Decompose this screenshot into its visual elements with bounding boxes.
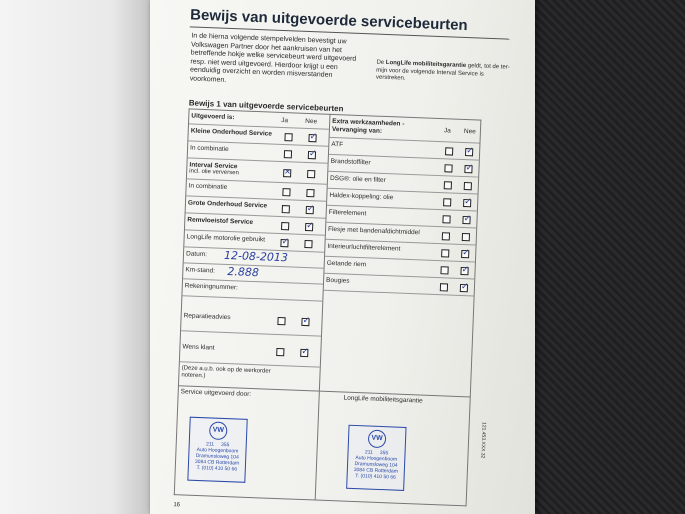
page-title: Bewijs van uitgevoerde servicebeurten bbox=[189, 6, 468, 35]
checkbox-nee[interactable] bbox=[306, 206, 314, 214]
extra-work-row: DSG®: olie en filter bbox=[328, 172, 479, 195]
checkbox-ja[interactable] bbox=[442, 215, 450, 223]
longlife-stamp-cell: LongLife mobiliteitsgarantie VW 211 355 Auto Hoogenboom Dramunsloweg 104 3084 CB Rotterdam T. (010) 410 50 66 bbox=[315, 391, 470, 506]
checkbox-nee[interactable] bbox=[463, 199, 471, 207]
checkbox-nee[interactable] bbox=[462, 216, 470, 224]
checkbox-ja[interactable] bbox=[283, 169, 291, 177]
row-longlife-olie: LongLife motorolie gebruikt ✓ bbox=[184, 230, 325, 252]
row-kleine-onderhoud: Kleine Onderhoud Service ✓ bbox=[188, 124, 329, 146]
checkbox-ja[interactable] bbox=[284, 133, 292, 141]
extra-work-row: ATF ✓ bbox=[329, 138, 480, 161]
extra-work-row: Brandstoffilter ✓ bbox=[328, 155, 479, 178]
checkbox-nee[interactable] bbox=[304, 240, 312, 248]
side-code: 121.453.XXX.32 bbox=[479, 421, 487, 459]
row-in-combinatie-1: In combinatie ✓ bbox=[188, 141, 329, 163]
checkbox-nee[interactable] bbox=[307, 170, 315, 178]
left-column bbox=[178, 109, 330, 391]
checkbox-nee[interactable] bbox=[462, 233, 470, 241]
handwritten-date[interactable]: 12-08-2013 bbox=[223, 248, 289, 265]
page-number: 16 bbox=[173, 502, 181, 509]
row-rekeningnummer: Rekeningnummer: bbox=[182, 279, 323, 301]
checkbox-ja[interactable] bbox=[442, 232, 450, 240]
background-right-fabric bbox=[535, 0, 685, 514]
checkbox-nee[interactable] bbox=[308, 151, 316, 159]
extra-work-row: Haldex-koppeling: olie ✓ bbox=[327, 189, 478, 212]
checkbox-ja[interactable] bbox=[277, 317, 285, 325]
extra-work-row: Bougies ✓ bbox=[324, 274, 475, 297]
dealer-stamp: VW 211 355 Auto Hoogenboom Dramunsloweg 104 3084 CB Rotterdam T. (010) 410 50 66 bbox=[346, 425, 406, 491]
vw-logo-icon: VW bbox=[368, 430, 387, 449]
row-reparatieadvies: Reparatieadvies ✓ bbox=[181, 296, 322, 336]
handwritten-km[interactable]: 2.888 bbox=[227, 265, 260, 280]
checkbox-nee[interactable] bbox=[301, 318, 309, 326]
service-stamp-cell: Service uitgevoerd door: VW 211 355 Auto Hoogenboom Dramunsloweg 104 3084 CB Rotterdam T. (010) 410 50 66 bbox=[174, 386, 319, 500]
checkbox-ja[interactable] bbox=[440, 266, 448, 274]
row-in-combinatie-2: In combinatie bbox=[186, 179, 327, 201]
checkbox-nee[interactable] bbox=[306, 189, 314, 197]
left-header-row: Uitgevoerd is: Ja Nee bbox=[189, 109, 329, 129]
checkbox-ja[interactable] bbox=[280, 239, 288, 247]
checkbox-ja[interactable] bbox=[276, 348, 284, 356]
checkbox-ja[interactable] bbox=[281, 222, 289, 230]
checkbox-ja[interactable] bbox=[282, 188, 290, 196]
vw-logo-icon: VW bbox=[209, 421, 228, 440]
extra-work-list bbox=[324, 138, 480, 297]
checkbox-nee[interactable] bbox=[461, 250, 469, 258]
row-interval-service: Interval Service incl. olie verversen ✕ bbox=[187, 158, 328, 184]
extra-work-row: Filterelement ✓ bbox=[326, 206, 477, 229]
extra-work-row: Getande riem ✓ bbox=[324, 257, 475, 280]
row-note: (Deze a.u.b. ook op de werkorder noteren.) bbox=[181, 365, 271, 380]
extra-work-row: Flesje met bandenafdichtmiddel bbox=[326, 223, 477, 246]
extra-work-row: Interieurluchtfilterelement ✓ bbox=[325, 240, 476, 263]
checkbox-nee[interactable] bbox=[465, 148, 473, 156]
service-form-table bbox=[173, 108, 482, 509]
row-grote-onderhoud: Grote Onderhoud Service ✓ bbox=[186, 196, 327, 218]
service-booklet-page bbox=[150, 0, 535, 514]
background-left bbox=[0, 0, 160, 514]
checkbox-ja[interactable] bbox=[441, 249, 449, 257]
checkbox-ja[interactable] bbox=[445, 147, 453, 155]
checkbox-ja[interactable] bbox=[440, 283, 448, 291]
checkbox-ja[interactable] bbox=[282, 205, 290, 213]
intro-text-left: In de hierna volgende stempelvelden bevestigt uw Volkswagen Partner door het aankruisen van het betreffende hokje welke servicebeurt werd uitgevoerd resp. niet werd uitgevoerd. Hierdoor krijgt u een eenduidig overzicht en worden misverstanden voorkomen. bbox=[189, 32, 357, 84]
checkbox-ja[interactable] bbox=[444, 164, 452, 172]
right-column bbox=[319, 114, 481, 397]
checkbox-nee[interactable] bbox=[460, 267, 468, 275]
checkbox-nee[interactable] bbox=[308, 134, 316, 142]
row-km-stand: Km-stand: 2.888 bbox=[183, 263, 324, 284]
checkbox-ja[interactable] bbox=[443, 198, 451, 206]
row-datum: Datum: 12-08-2013 bbox=[184, 247, 325, 268]
section-title: Bewijs 1 van uitgevoerde servicebeurten bbox=[188, 98, 344, 114]
checkbox-nee[interactable] bbox=[460, 284, 468, 292]
checkbox-nee[interactable] bbox=[464, 165, 472, 173]
checkbox-ja[interactable] bbox=[284, 150, 292, 158]
checkbox-nee[interactable] bbox=[464, 182, 472, 190]
row-remvloeistof: Remvloeistof Service ✓ bbox=[185, 213, 326, 235]
row-wens-klant: Wens klant ✓ bbox=[180, 331, 321, 367]
checkbox-nee[interactable] bbox=[305, 223, 313, 231]
checkbox-ja[interactable] bbox=[444, 181, 452, 189]
right-header-row: Extra werkzaamheden - Vervanging van: Ja Nee bbox=[330, 115, 481, 144]
checkbox-nee[interactable] bbox=[300, 349, 308, 357]
intro-text-right: De LongLife mobiliteitsgarantie geldt, tot de ter-mijn voor de volgende Interval Service is verstreken. bbox=[375, 59, 510, 82]
dealer-stamp: VW 211 355 Auto Hoogenboom Dramunsloweg 104 3084 CB Rotterdam T. (010) 410 50 66 bbox=[187, 417, 247, 483]
